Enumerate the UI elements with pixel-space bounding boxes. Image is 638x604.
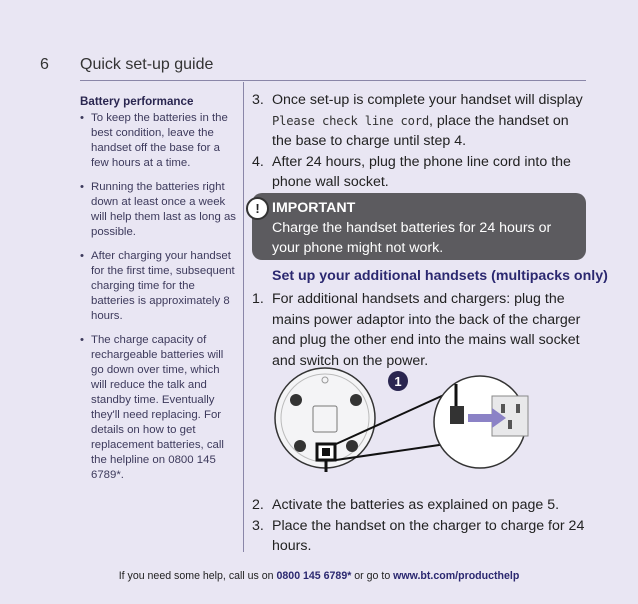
battery-bullet: • Running the batteries right down at least once a week will help them last as long as possible. <box>80 180 236 240</box>
page-header <box>0 0 638 82</box>
battery-bullet-list <box>80 111 236 483</box>
battery-performance-section <box>80 94 236 492</box>
battery-heading: Battery performance <box>80 95 194 108</box>
step-text: Activate the batteries as explained on page 5. <box>272 497 560 513</box>
battery-bullet: • To keep the batteries in the best condition, leave the handset off the base for a few hours at a time. <box>80 111 236 171</box>
exclamation-icon: ! <box>246 197 269 220</box>
step-number: 4. <box>252 153 264 170</box>
header-rule <box>80 80 586 81</box>
steps-bottom <box>252 495 592 557</box>
callout-number: 1 <box>394 374 402 389</box>
display-message: Please check line cord <box>272 113 430 128</box>
page-number: 6 <box>40 56 49 73</box>
important-title: IMPORTANT <box>272 200 356 216</box>
important-notice <box>252 193 586 260</box>
step-text: For additional handsets and chargers: plug the mains power adaptor into the back of the charger and plug the other end into the mains wall socket and switch on the power. <box>272 291 581 369</box>
step-number: 3. <box>252 92 264 108</box>
step-text: Place the handset on the charger to charge for 24 hours. <box>272 517 585 554</box>
charger-illustration <box>270 364 588 476</box>
step-text-post: , place the handset on the base to charge until step 4. <box>272 112 569 149</box>
step-number: 1. <box>252 291 264 307</box>
helpline-number: 0800 145 6789* <box>276 570 352 582</box>
step-4-line-cord <box>252 152 592 193</box>
wall-socket-detail-icon <box>434 376 528 468</box>
step-text-pre: Once set-up is complete your handset will display <box>272 92 583 108</box>
column-divider <box>243 82 244 552</box>
help-url-link[interactable]: www.bt.com/producthelp <box>393 570 520 582</box>
step-2-activate <box>252 495 592 516</box>
step-3-place-handset <box>252 516 592 557</box>
step-number: 2. <box>252 497 264 513</box>
additional-handsets-heading: Set up your additional handsets (multipacks only) <box>272 268 608 284</box>
footer-text-pre: If you need some help, call us on <box>118 570 277 582</box>
callout-number-badge <box>388 371 408 391</box>
steps-top <box>252 90 592 193</box>
step-number: 3. <box>252 517 264 534</box>
step-text <box>272 90 592 152</box>
important-text: Charge the handset batteries for 24 hours or your phone might not work. <box>272 220 552 256</box>
page-footer <box>0 570 638 582</box>
page-title: Quick set-up guide <box>80 56 214 73</box>
step-3-display <box>252 90 592 152</box>
step-text: After 24 hours, plug the phone line cord into the phone wall socket. <box>272 153 571 190</box>
battery-bullet: • The charge capacity of rechargeable batteries will go down over time, which will reduce the talk and standby time. Eventually they'll need replacing. For details on how to get replacement batteries, call the helpline on 0800 145 6789*. <box>80 333 236 483</box>
additional-step-1 <box>252 289 592 371</box>
footer-text-mid: or go to <box>351 570 394 582</box>
battery-bullet: • After charging your handset for the first time, subsequent charging time for the batteries is approximately 8 hours. <box>80 249 236 324</box>
